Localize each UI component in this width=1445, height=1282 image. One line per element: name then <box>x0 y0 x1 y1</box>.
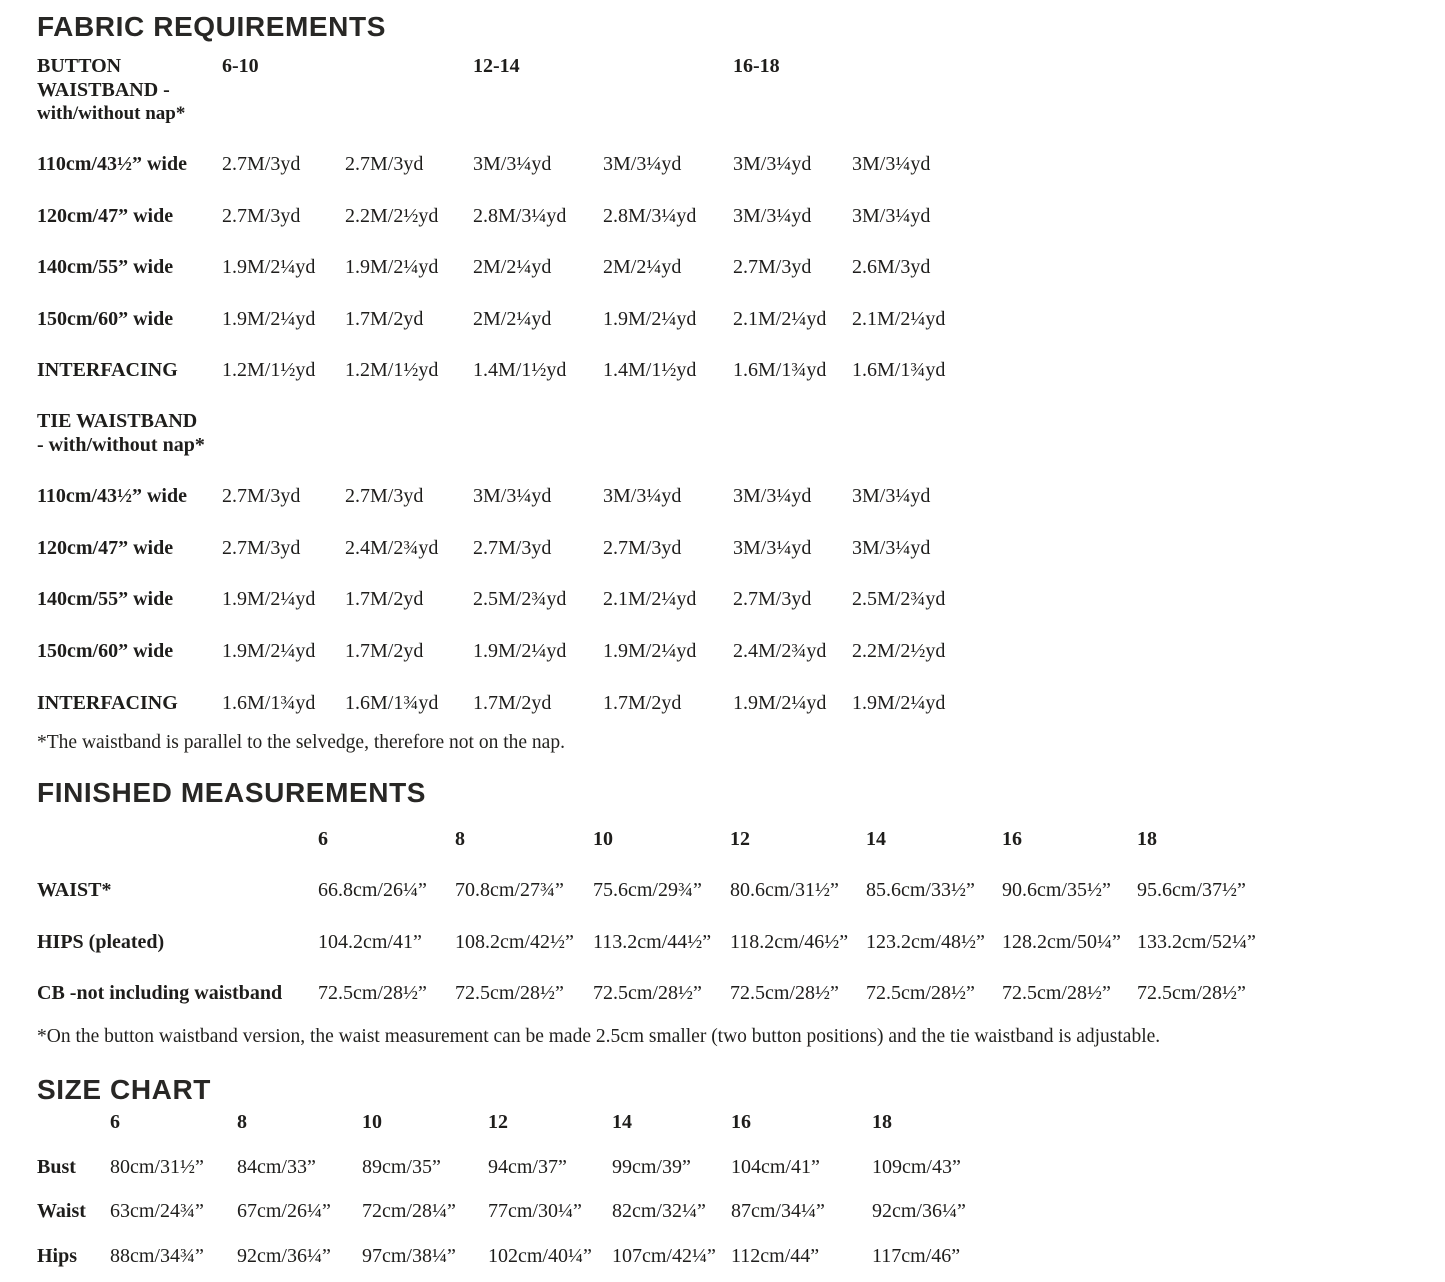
cell-value: 2.7M/3yd <box>345 485 424 508</box>
cell-value: 92cm/36¼” <box>237 1245 331 1268</box>
cell-value: 3M/3¼yd <box>733 536 812 559</box>
table-row <box>37 537 1425 561</box>
cell-value: 67cm/26¼” <box>237 1200 331 1223</box>
cell-value: 118.2cm/46½” <box>730 930 849 953</box>
cell-value: 92cm/36¼” <box>872 1200 966 1223</box>
cell-value: 3M/3¼yd <box>733 485 812 508</box>
cell-value: 94cm/37” <box>488 1155 567 1178</box>
fabric-footnote: *The waistband is parallel to the selvedge, therefore not on the nap. <box>37 732 565 754</box>
finished-footnote: *On the button waistband version, the waist measurement can be made 2.5cm smaller (two button positions) and the tie waistband is adjustable. <box>37 1025 1161 1047</box>
cell-value: 99cm/39” <box>612 1155 691 1178</box>
cell-value: 63cm/24¾” <box>110 1200 204 1223</box>
cell-value: 72.5cm/28½” <box>318 982 427 1005</box>
cell-value: 2.7M/3yd <box>603 536 682 559</box>
cell-value: 89cm/35” <box>362 1155 441 1178</box>
cell-value: 1.7M/2yd <box>345 588 424 611</box>
section-name-line: - with/without nap* <box>37 433 205 456</box>
cell-value: 3M/3¼yd <box>852 485 931 508</box>
row-label: 110cm/43½” wide <box>37 485 187 508</box>
row-label: Bust <box>37 1155 76 1178</box>
size-header: 10 <box>593 827 613 850</box>
size-header: 12 <box>488 1111 508 1134</box>
cell-value: 70.8cm/27¾” <box>455 879 564 902</box>
cell-value: 1.2M/1½yd <box>222 359 316 382</box>
cell-value: 104.2cm/41” <box>318 930 422 953</box>
cell-value: 2.5M/2¾yd <box>473 588 567 611</box>
size-chart-header-row <box>37 1111 1425 1135</box>
cell-value: 2.7M/3yd <box>473 536 552 559</box>
cell-value: 97cm/38¼” <box>362 1245 456 1268</box>
cell-value: 90.6cm/35½” <box>1002 879 1111 902</box>
size-header: 12 <box>730 827 750 850</box>
cell-value: 2.8M/3¼yd <box>473 204 567 227</box>
cell-value: 2.7M/3yd <box>222 536 301 559</box>
row-label: WAIST* <box>37 879 112 902</box>
cell-value: 75.6cm/29¾” <box>593 879 702 902</box>
size-header: 14 <box>866 827 886 850</box>
cell-value: 2.1M/2¼yd <box>852 307 946 330</box>
cell-value: 3M/3¼yd <box>733 204 812 227</box>
cell-value: 1.9M/2¼yd <box>473 639 567 662</box>
cell-value: 1.7M/2yd <box>345 639 424 662</box>
row-label: INTERFACING <box>37 359 178 382</box>
finished-measurements-section <box>37 778 1425 1048</box>
cell-value: 1.7M/2yd <box>473 691 552 714</box>
tie-waistband-section-name <box>37 410 1425 457</box>
cell-value: 1.9M/2¼yd <box>222 307 316 330</box>
cell-value: 80cm/31½” <box>110 1155 204 1178</box>
cell-value: 117cm/46” <box>872 1245 961 1268</box>
cell-value: 104cm/41” <box>731 1155 820 1178</box>
table-row <box>37 256 1425 280</box>
table-row <box>37 931 1425 955</box>
cell-value: 133.2cm/52¼” <box>1137 930 1256 953</box>
size-header: 18 <box>1137 827 1157 850</box>
cell-value: 1.9M/2¼yd <box>222 639 316 662</box>
cell-value: 3M/3¼yd <box>733 152 812 175</box>
cell-value: 1.9M/2¼yd <box>222 588 316 611</box>
table-row <box>37 1200 1425 1224</box>
cell-value: 108.2cm/42½” <box>455 930 574 953</box>
cell-value: 3M/3¼yd <box>473 152 552 175</box>
cell-value: 87cm/34¼” <box>731 1200 825 1223</box>
cell-value: 3M/3¼yd <box>603 152 682 175</box>
cell-value: 102cm/40¼” <box>488 1245 592 1268</box>
row-label: Waist <box>37 1200 86 1223</box>
table-row <box>37 982 1425 1006</box>
row-label: 120cm/47” wide <box>37 536 174 559</box>
cell-value: 2M/2¼yd <box>473 256 552 279</box>
table-row <box>37 308 1425 332</box>
table-row <box>37 640 1425 664</box>
fabric-requirements-section <box>37 12 1425 754</box>
table-row <box>37 205 1425 229</box>
size-chart-title: SIZE CHART <box>37 1073 211 1105</box>
cell-value: 107cm/42¼” <box>612 1245 716 1268</box>
cell-value: 72.5cm/28½” <box>730 982 839 1005</box>
cell-value: 1.6M/1¾yd <box>345 691 439 714</box>
cell-value: 2.7M/3yd <box>222 152 301 175</box>
fabric-requirements-title: FABRIC REQUIREMENTS <box>37 11 386 42</box>
table-row <box>37 485 1425 509</box>
cell-value: 2.7M/3yd <box>733 256 812 279</box>
size-header: 18 <box>872 1111 892 1134</box>
size-header: 6 <box>318 827 328 850</box>
cell-value: 113.2cm/44½” <box>593 930 712 953</box>
cell-value: 88cm/34¾” <box>110 1245 204 1268</box>
row-label: 140cm/55” wide <box>37 256 174 279</box>
cell-value: 1.6M/1¾yd <box>852 359 946 382</box>
cell-value: 1.7M/2yd <box>345 307 424 330</box>
cell-value: 3M/3¼yd <box>852 204 931 227</box>
cell-value: 2.7M/3yd <box>222 204 301 227</box>
cell-value: 1.4M/1½yd <box>473 359 567 382</box>
cell-value: 1.9M/2¼yd <box>603 307 697 330</box>
cell-value: 2.8M/3¼yd <box>603 204 697 227</box>
cell-value: 84cm/33” <box>237 1155 316 1178</box>
size-chart-section <box>37 1075 1425 1269</box>
size-group-header: 12-14 <box>473 55 520 78</box>
cell-value: 112cm/44” <box>731 1245 820 1268</box>
cell-value: 2.6M/3yd <box>852 256 931 279</box>
section-name-line: WAISTBAND - <box>37 78 170 101</box>
cell-value: 2.2M/2½yd <box>852 639 946 662</box>
row-label: HIPS (pleated) <box>37 930 165 953</box>
cell-value: 1.9M/2¼yd <box>852 691 946 714</box>
cell-value: 2M/2¼yd <box>603 256 682 279</box>
size-group-header: 16-18 <box>733 55 780 78</box>
cell-value: 1.9M/2¼yd <box>345 256 439 279</box>
cell-value: 2.1M/2¼yd <box>603 588 697 611</box>
button-waistband-section-name <box>37 55 222 125</box>
table-row <box>37 692 1425 716</box>
fabric-header-row <box>37 55 1425 125</box>
cell-value: 1.7M/2yd <box>603 691 682 714</box>
cell-value: 72.5cm/28½” <box>455 982 564 1005</box>
table-row <box>37 588 1425 612</box>
cell-value: 1.6M/1¾yd <box>222 691 316 714</box>
section-name-line: BUTTON <box>37 55 122 78</box>
cell-value: 95.6cm/37½” <box>1137 879 1246 902</box>
cell-value: 66.8cm/26¼” <box>318 879 427 902</box>
section-name-line: TIE WAISTBAND <box>37 409 198 432</box>
cell-value: 72.5cm/28½” <box>593 982 702 1005</box>
cell-value: 1.6M/1¾yd <box>733 359 827 382</box>
cell-value: 109cm/43” <box>872 1155 961 1178</box>
row-label: 110cm/43½” wide <box>37 152 187 175</box>
cell-value: 72.5cm/28½” <box>866 982 975 1005</box>
row-label: 120cm/47” wide <box>37 204 174 227</box>
cell-value: 85.6cm/33½” <box>866 879 975 902</box>
cell-value: 77cm/30¼” <box>488 1200 582 1223</box>
cell-value: 2.5M/2¾yd <box>852 588 946 611</box>
row-label: Hips <box>37 1245 78 1268</box>
cell-value: 1.4M/1½yd <box>603 359 697 382</box>
size-header: 8 <box>237 1111 247 1134</box>
size-header: 10 <box>362 1111 382 1134</box>
cell-value: 82cm/32¼” <box>612 1200 706 1223</box>
cell-value: 2.2M/2½yd <box>345 204 439 227</box>
row-label: 150cm/60” wide <box>37 639 174 662</box>
cell-value: 2.7M/3yd <box>345 152 424 175</box>
cell-value: 3M/3¼yd <box>603 485 682 508</box>
cell-value: 2.7M/3yd <box>222 485 301 508</box>
size-header: 16 <box>731 1111 751 1134</box>
size-group-header: 6-10 <box>222 55 259 78</box>
cell-value: 1.9M/2¼yd <box>733 691 827 714</box>
size-header: 6 <box>110 1111 120 1134</box>
cell-value: 72cm/28¼” <box>362 1200 456 1223</box>
cell-value: 1.9M/2¼yd <box>222 256 316 279</box>
row-label: CB -not including waistband <box>37 982 283 1005</box>
cell-value: 2M/2¼yd <box>473 307 552 330</box>
cell-value: 3M/3¼yd <box>852 536 931 559</box>
table-row <box>37 1245 1425 1269</box>
cell-value: 1.2M/1½yd <box>345 359 439 382</box>
finished-measurements-title: FINISHED MEASUREMENTS <box>37 777 427 809</box>
row-label: INTERFACING <box>37 691 178 714</box>
row-label: 140cm/55” wide <box>37 588 174 611</box>
row-label: 150cm/60” wide <box>37 307 174 330</box>
cell-value: 80.6cm/31½” <box>730 879 839 902</box>
table-row <box>37 879 1425 903</box>
size-header: 16 <box>1002 827 1022 850</box>
cell-value: 123.2cm/48½” <box>866 930 985 953</box>
cell-value: 2.4M/2¾yd <box>733 639 827 662</box>
size-header: 8 <box>455 827 465 850</box>
cell-value: 1.9M/2¼yd <box>603 639 697 662</box>
section-name-line: with/without nap* <box>37 102 186 124</box>
table-row <box>37 1156 1425 1180</box>
cell-value: 2.7M/3yd <box>733 588 812 611</box>
cell-value: 2.1M/2¼yd <box>733 307 827 330</box>
cell-value: 3M/3¼yd <box>473 485 552 508</box>
table-row <box>37 359 1425 383</box>
table-row <box>37 153 1425 177</box>
finished-header-row <box>37 828 1425 852</box>
cell-value: 2.4M/2¾yd <box>345 536 439 559</box>
cell-value: 72.5cm/28½” <box>1137 982 1246 1005</box>
cell-value: 3M/3¼yd <box>852 152 931 175</box>
size-header: 14 <box>612 1111 632 1134</box>
cell-value: 128.2cm/50¼” <box>1002 930 1121 953</box>
cell-value: 72.5cm/28½” <box>1002 982 1111 1005</box>
